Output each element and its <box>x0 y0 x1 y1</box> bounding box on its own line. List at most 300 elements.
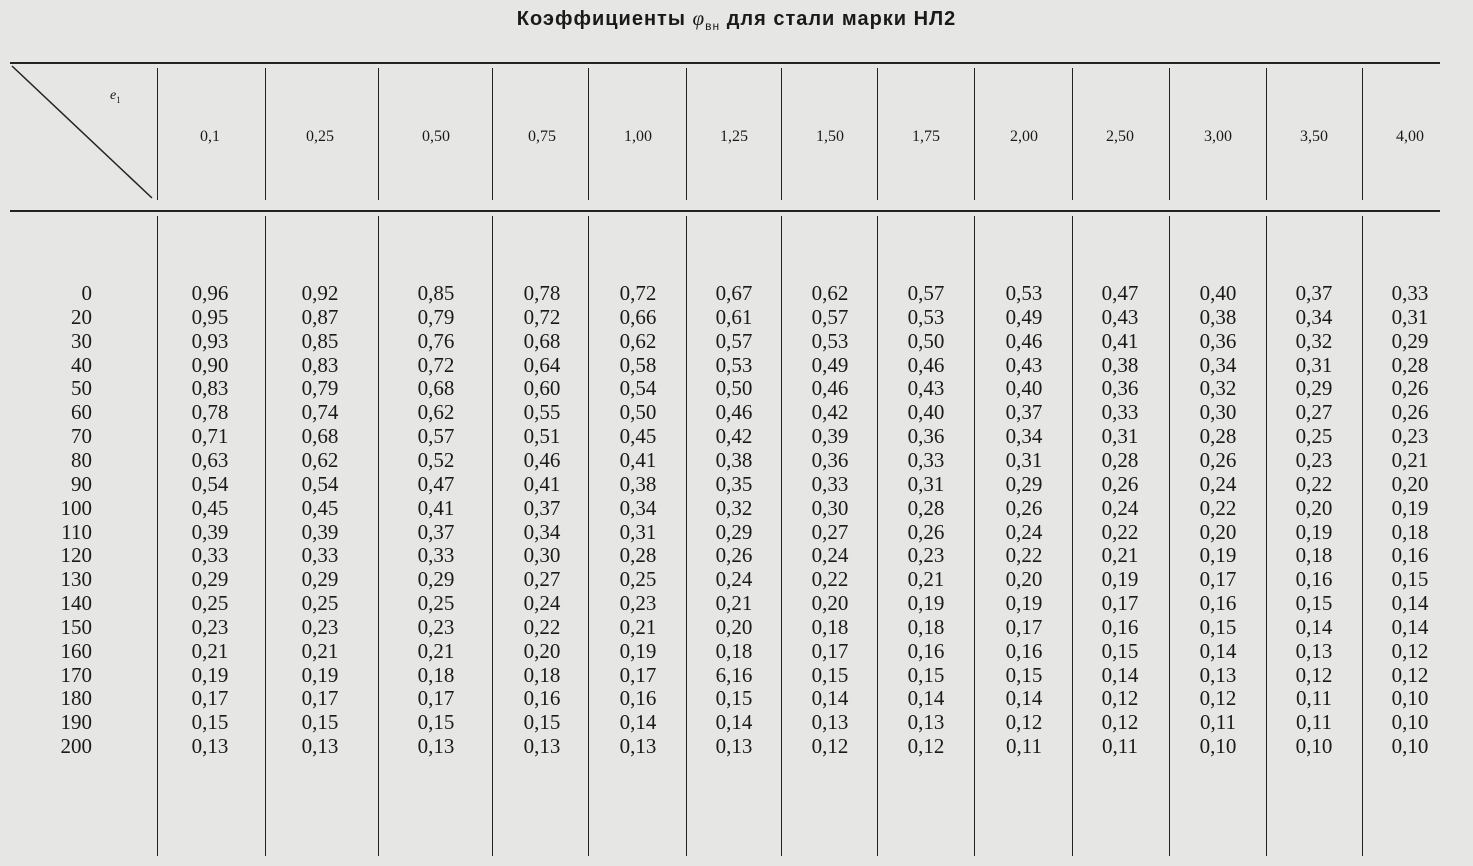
table-cell: 0,57 <box>907 281 945 305</box>
table-cell: 0,87 <box>301 304 339 329</box>
table-cell: 0,23 <box>191 614 229 639</box>
table-cell: 0,49 <box>1005 304 1043 329</box>
table-cell: 0,68 <box>301 424 339 449</box>
row-label: 30 <box>71 328 92 353</box>
table-cell: 0,52 <box>417 447 455 472</box>
table-cell: 0,10 <box>1295 734 1333 759</box>
table-cell: 0,38 <box>1101 352 1139 377</box>
table-cell: 0,16 <box>1199 591 1237 616</box>
table-cell: 0,14 <box>907 686 945 711</box>
table-cell: 0,15 <box>1199 614 1237 639</box>
table-cell: 0,21 <box>715 591 753 616</box>
table-cell: 0,61 <box>715 304 753 329</box>
table-cell: 0,28 <box>619 543 657 568</box>
table-cell: 0,25 <box>1295 424 1333 449</box>
row-label: 0 <box>81 281 92 305</box>
table-cell: 0,54 <box>191 471 229 496</box>
table-cell: 0,17 <box>1101 591 1139 616</box>
table-cell: 0,43 <box>1101 304 1139 329</box>
table-cell: 0,14 <box>619 710 657 735</box>
table-cell: 0,40 <box>907 400 945 425</box>
table-cell: 0,13 <box>417 734 455 759</box>
table-cell: 0,79 <box>417 304 455 329</box>
row-label: 20 <box>71 304 92 329</box>
table-cell: 0,10 <box>1391 734 1429 759</box>
column-separator-body <box>1266 216 1267 856</box>
table-cell: 0,54 <box>619 376 657 401</box>
table-cell: 0,13 <box>811 710 849 735</box>
table-cell: 0,21 <box>1391 447 1429 472</box>
table-cell: 0,37 <box>1295 281 1333 305</box>
table-cell: 0,23 <box>619 591 657 616</box>
table-cell: 0,14 <box>1391 614 1429 639</box>
table-cell: 0,12 <box>1391 662 1429 687</box>
table-cell: 0,68 <box>523 328 561 353</box>
table-cell: 0,58 <box>619 352 657 377</box>
table-cell: 0,26 <box>1101 471 1139 496</box>
table-cell: 0,95 <box>191 304 229 329</box>
table-cell: 0,31 <box>1295 352 1333 377</box>
column-separator-header <box>686 68 687 200</box>
column-separator-header <box>1362 68 1363 200</box>
table-cell: 0,30 <box>1199 400 1237 425</box>
table-cell: 0,14 <box>715 710 753 735</box>
table-cell: 0,42 <box>811 400 849 425</box>
column-header: 2,00 <box>1010 128 1038 145</box>
table-cell: 0,20 <box>1005 567 1043 592</box>
table-cell: 0,83 <box>301 352 339 377</box>
table-cell: 0,37 <box>1005 400 1043 425</box>
table-cell: 0,13 <box>191 734 229 759</box>
table-cell: 0,15 <box>715 686 753 711</box>
column-separator-header <box>265 68 266 200</box>
column-separator-body <box>781 216 782 856</box>
column-separator-body <box>974 216 975 856</box>
column-header: 1,75 <box>912 128 940 145</box>
table-cell: 0,78 <box>523 281 561 305</box>
table-cell: 0,54 <box>301 471 339 496</box>
table-cell: 0,16 <box>1101 614 1139 639</box>
table-cell: 0,46 <box>523 447 561 472</box>
table-cell: 0,23 <box>907 543 945 568</box>
table-cell: 0,20 <box>1199 519 1237 544</box>
table-cell: 0,50 <box>619 400 657 425</box>
row-label: 110 <box>61 519 92 544</box>
table-cell: 0,24 <box>1199 471 1237 496</box>
table-cell: 0,12 <box>1101 686 1139 711</box>
table-cell: 0,28 <box>1199 424 1237 449</box>
table-cell: 0,12 <box>1005 710 1043 735</box>
table-cell: 0,32 <box>1199 376 1237 401</box>
table-cell: 0,28 <box>1391 352 1429 377</box>
table-cell: 0,41 <box>619 447 657 472</box>
table-cell: 0,11 <box>1296 686 1332 711</box>
table-cell: 0,47 <box>1101 281 1139 305</box>
table-cell: 0,34 <box>619 495 657 520</box>
row-label: 80 <box>71 447 92 472</box>
table-cell: 0,34 <box>1199 352 1237 377</box>
table-cell: 0,15 <box>417 710 455 735</box>
table-cell: 0,12 <box>1199 686 1237 711</box>
table-cell: 0,19 <box>1005 591 1043 616</box>
corner-label: $e_1$ <box>110 88 121 105</box>
column-separator-header <box>974 68 975 200</box>
row-label: 180 <box>60 686 92 711</box>
table-cell: 0,31 <box>619 519 657 544</box>
column-header: 0,75 <box>528 128 556 145</box>
table-cell: 0,96 <box>191 281 229 305</box>
table-cell: 0,15 <box>523 710 561 735</box>
table-cell: 0,22 <box>1199 495 1237 520</box>
table-cell: 0,30 <box>811 495 849 520</box>
table-cell: 0,47 <box>417 471 455 496</box>
table-cell: 0,19 <box>1199 543 1237 568</box>
table-cell: 0,38 <box>1199 304 1237 329</box>
table-cell: 0,28 <box>907 495 945 520</box>
table-cell: 0,17 <box>811 638 849 663</box>
table-cell: 0,14 <box>1199 638 1237 663</box>
table-cell: 0,15 <box>1295 591 1333 616</box>
table-cell: 0,23 <box>1295 447 1333 472</box>
table-cell: 0,30 <box>523 543 561 568</box>
table-cell: 0,21 <box>907 567 945 592</box>
table-cell: 0,16 <box>1391 543 1429 568</box>
table-cell: 0,40 <box>1199 281 1237 305</box>
column-separator-body <box>157 216 158 856</box>
table-cell: 0,14 <box>1391 591 1429 616</box>
table-cell: 0,26 <box>715 543 753 568</box>
table-cell: 0,13 <box>715 734 753 759</box>
column-separator-body <box>588 216 589 856</box>
table-cell: 0,28 <box>1101 447 1139 472</box>
row-label: 130 <box>60 567 92 592</box>
table-cell: 0,14 <box>1101 662 1139 687</box>
row-label: 70 <box>71 424 92 449</box>
table-cell: 0,27 <box>523 567 561 592</box>
table-cell: 0,29 <box>715 519 753 544</box>
table-cell: 0,74 <box>301 400 339 425</box>
table-cell: 0,11 <box>1200 710 1236 735</box>
column-separator-header <box>588 68 589 200</box>
column-separator-header <box>492 68 493 200</box>
table-cell: 0,72 <box>417 352 455 377</box>
table-cell: 0,85 <box>417 281 455 305</box>
row-label: 40 <box>71 352 92 377</box>
table-cell: 0,27 <box>811 519 849 544</box>
table-cell: 0,32 <box>1295 328 1333 353</box>
table-cell: 0,18 <box>811 614 849 639</box>
table-cell: 0,22 <box>811 567 849 592</box>
column-header: 0,1 <box>200 128 220 145</box>
table-cell: 0,72 <box>523 304 561 329</box>
table-cell: 0,41 <box>1101 328 1139 353</box>
table-cell: 0,19 <box>191 662 229 687</box>
column-separator-body <box>492 216 493 856</box>
table-cell: 0,66 <box>619 304 657 329</box>
column-separator-header <box>378 68 379 200</box>
table-cell: 0,40 <box>1005 376 1043 401</box>
table-cell: 0,15 <box>1101 638 1139 663</box>
table-cell: 0,23 <box>417 614 455 639</box>
table-cell: 0,10 <box>1391 710 1429 735</box>
table-cell: 0,62 <box>619 328 657 353</box>
table-cell: 0,64 <box>523 352 561 377</box>
table-cell: 0,12 <box>907 734 945 759</box>
table-cell: 0,37 <box>523 495 561 520</box>
table-cell: 0,21 <box>417 638 455 663</box>
table-cell: 0,49 <box>811 352 849 377</box>
table-cell: 0,46 <box>715 400 753 425</box>
table-cell: 0,24 <box>1005 519 1043 544</box>
title-main: Коэффициенты <box>516 8 686 30</box>
table-cell: 0,38 <box>619 471 657 496</box>
table-cell: 0,90 <box>191 352 229 377</box>
table-cell: 0,62 <box>301 447 339 472</box>
column-header: 3,00 <box>1204 128 1232 145</box>
table-cell: 0,33 <box>1101 400 1139 425</box>
table-cell: 0,21 <box>191 638 229 663</box>
table-cell: 0,83 <box>191 376 229 401</box>
row-label: 190 <box>60 710 92 735</box>
table-cell: 0,20 <box>1391 471 1429 496</box>
table-cell: 0,13 <box>619 734 657 759</box>
table-cell: 0,25 <box>417 591 455 616</box>
column-header: 4,00 <box>1396 128 1424 145</box>
table-cell: 0,33 <box>191 543 229 568</box>
table-cell: 0,72 <box>619 281 657 305</box>
table-cell: 0,20 <box>715 614 753 639</box>
table-cell: 0,13 <box>1295 638 1333 663</box>
table-cell: 0,32 <box>715 495 753 520</box>
table-cell: 0,16 <box>523 686 561 711</box>
table-cell: 0,15 <box>907 662 945 687</box>
table-cell: 0,78 <box>191 400 229 425</box>
table-cell: 0,18 <box>417 662 455 687</box>
column-separator-header <box>1266 68 1267 200</box>
table-cell: 0,20 <box>1295 495 1333 520</box>
table-cell: 0,31 <box>1391 304 1429 329</box>
table-cell: 0,19 <box>1295 519 1333 544</box>
table-cell: 0,42 <box>715 424 753 449</box>
table-cell: 0,35 <box>715 471 753 496</box>
table-cell: 0,23 <box>301 614 339 639</box>
table-cell: 0,33 <box>907 447 945 472</box>
table-cell: 0,20 <box>523 638 561 663</box>
row-label: 170 <box>60 662 92 687</box>
table-cell: 0,68 <box>417 376 455 401</box>
table-cell: 0,13 <box>907 710 945 735</box>
table-cell: 0,17 <box>619 662 657 687</box>
table-cell: 0,14 <box>811 686 849 711</box>
table-cell: 0,29 <box>301 567 339 592</box>
table-cell: 0,38 <box>715 447 753 472</box>
table-cell: 0,29 <box>417 567 455 592</box>
table-cell: 0,39 <box>811 424 849 449</box>
row-label: 60 <box>71 400 92 425</box>
table-cell: 0,45 <box>191 495 229 520</box>
table-cell: 0,50 <box>907 328 945 353</box>
table-cell: 0,10 <box>1391 686 1429 711</box>
table-cell: 0,93 <box>191 328 229 353</box>
column-separator-header <box>1072 68 1073 200</box>
table-cell: 0,62 <box>811 281 849 305</box>
column-separator-body <box>1362 216 1363 856</box>
column-separator-header <box>877 68 878 200</box>
table-cell: 0,29 <box>191 567 229 592</box>
table-cell: 0,24 <box>523 591 561 616</box>
table-cell: 0,18 <box>1295 543 1333 568</box>
table-cell: 0,14 <box>1295 614 1333 639</box>
table-cell: 0,16 <box>1295 567 1333 592</box>
row-label: 140 <box>60 591 92 616</box>
column-separator-body <box>1169 216 1170 856</box>
column-header: 3,50 <box>1300 128 1328 145</box>
table-cell: 0,11 <box>1006 734 1042 759</box>
table-cell: 0,67 <box>715 281 753 305</box>
row-label: 160 <box>60 638 92 663</box>
table-cell: 0,76 <box>417 328 455 353</box>
row-label: 90 <box>71 471 92 496</box>
table-cell: 0,43 <box>1005 352 1043 377</box>
table-cell: 0,16 <box>1005 638 1043 663</box>
title-rest: для стали марки НЛ2 <box>726 8 957 30</box>
table-cell: 0,33 <box>301 543 339 568</box>
column-header: 0,50 <box>422 128 450 145</box>
table-cell: 0,39 <box>191 519 229 544</box>
table-cell: 0,22 <box>1005 543 1043 568</box>
table-cell: 0,19 <box>907 591 945 616</box>
table-cell: 0,18 <box>715 638 753 663</box>
phi-symbol: φ <box>692 6 706 30</box>
column-separator-header <box>1169 68 1170 200</box>
table-cell: 0,18 <box>523 662 561 687</box>
row-label: 150 <box>60 614 92 639</box>
table-cell: 0,16 <box>619 686 657 711</box>
table-cell: 0,20 <box>811 591 849 616</box>
row-label: 120 <box>60 543 92 568</box>
table-cell: 0,26 <box>1391 400 1429 425</box>
table-cell: 0,45 <box>619 424 657 449</box>
table-cell: 0,13 <box>301 734 339 759</box>
table-cell: 0,22 <box>523 614 561 639</box>
table-cell: 0,31 <box>1101 424 1139 449</box>
table-cell: 0,25 <box>619 567 657 592</box>
table-cell: 0,34 <box>1005 424 1043 449</box>
table-cell: 0,21 <box>301 638 339 663</box>
table-cell: 0,31 <box>1005 447 1043 472</box>
table-cell: 0,60 <box>523 376 561 401</box>
table-cell: 0,29 <box>1295 376 1333 401</box>
table-cell: 0,15 <box>191 710 229 735</box>
table-cell: 0,36 <box>1101 376 1139 401</box>
table-cell: 0,55 <box>523 400 561 425</box>
table-cell: 0,57 <box>811 304 849 329</box>
table-cell: 0,26 <box>907 519 945 544</box>
column-header: 1,00 <box>624 128 652 145</box>
table-cell: 0,11 <box>1102 734 1138 759</box>
table-cell: 0,25 <box>301 591 339 616</box>
table-cell: 0,14 <box>1005 686 1043 711</box>
table-cell: 0,46 <box>1005 328 1043 353</box>
table-cell: 0,26 <box>1391 376 1429 401</box>
table-cell: 0,25 <box>191 591 229 616</box>
table-cell: 0,53 <box>1005 281 1043 305</box>
table-cell: 0,15 <box>811 662 849 687</box>
table-cell: 0,53 <box>811 328 849 353</box>
table-cell: 0,33 <box>1391 281 1429 305</box>
table-cell: 0,22 <box>1295 471 1333 496</box>
table-cell: 0,37 <box>417 519 455 544</box>
column-separator-header <box>157 68 158 200</box>
table-cell: 0,29 <box>1005 471 1043 496</box>
column-header: 0,25 <box>306 128 334 145</box>
table-cell: 0,63 <box>191 447 229 472</box>
table-cell: 0,57 <box>715 328 753 353</box>
table-cell: 0,12 <box>811 734 849 759</box>
table-cell: 0,36 <box>1199 328 1237 353</box>
table-cell: 0,31 <box>907 471 945 496</box>
table-cell: 0,17 <box>191 686 229 711</box>
column-separator-body <box>686 216 687 856</box>
table-cell: 0,53 <box>907 304 945 329</box>
table-cell: 0,33 <box>417 543 455 568</box>
column-header: 2,50 <box>1106 128 1134 145</box>
table-cell: 0,34 <box>523 519 561 544</box>
table-cell: 0,43 <box>907 376 945 401</box>
table-cell: 0,34 <box>1295 304 1333 329</box>
table-cell: 0,51 <box>523 424 561 449</box>
table-cell: 0,41 <box>523 471 561 496</box>
table-cell: 0,24 <box>715 567 753 592</box>
column-separator-body <box>378 216 379 856</box>
table-cell: 0,21 <box>1101 543 1139 568</box>
table-cell: 0,24 <box>811 543 849 568</box>
table-cell: 0,23 <box>1391 424 1429 449</box>
table-cell: 0,26 <box>1199 447 1237 472</box>
column-separator-body <box>265 216 266 856</box>
table-cell: 6,16 <box>715 662 753 687</box>
table-cell: 0,92 <box>301 281 339 305</box>
phi-subscript: вн <box>705 19 721 33</box>
table-cell: 0,39 <box>301 519 339 544</box>
column-separator-body <box>877 216 878 856</box>
table-cell: 0,26 <box>1005 495 1043 520</box>
table-cell: 0,24 <box>1101 495 1139 520</box>
table-cell: 0,79 <box>301 376 339 401</box>
table-cell: 0,50 <box>715 376 753 401</box>
table-cell: 0,22 <box>1101 519 1139 544</box>
table-cell: 0,12 <box>1391 638 1429 663</box>
table-cell: 0,27 <box>1295 400 1333 425</box>
table-cell: 0,36 <box>907 424 945 449</box>
table-cell: 0,17 <box>301 686 339 711</box>
table-cell: 0,57 <box>417 424 455 449</box>
table-cell: 0,17 <box>1199 567 1237 592</box>
table-cell: 0,21 <box>619 614 657 639</box>
table-cell: 0,19 <box>619 638 657 663</box>
row-label: 200 <box>60 734 92 759</box>
column-header: 1,25 <box>720 128 748 145</box>
table-cell: 0,45 <box>301 495 339 520</box>
table-cell: 0,46 <box>811 376 849 401</box>
table-cell: 0,10 <box>1199 734 1237 759</box>
table-cell: 0,16 <box>907 638 945 663</box>
table-cell: 0,12 <box>1101 710 1139 735</box>
row-label: 100 <box>60 495 92 520</box>
table-cell: 0,17 <box>1005 614 1043 639</box>
column-header: 1,50 <box>816 128 844 145</box>
table-cell: 0,19 <box>1101 567 1139 592</box>
